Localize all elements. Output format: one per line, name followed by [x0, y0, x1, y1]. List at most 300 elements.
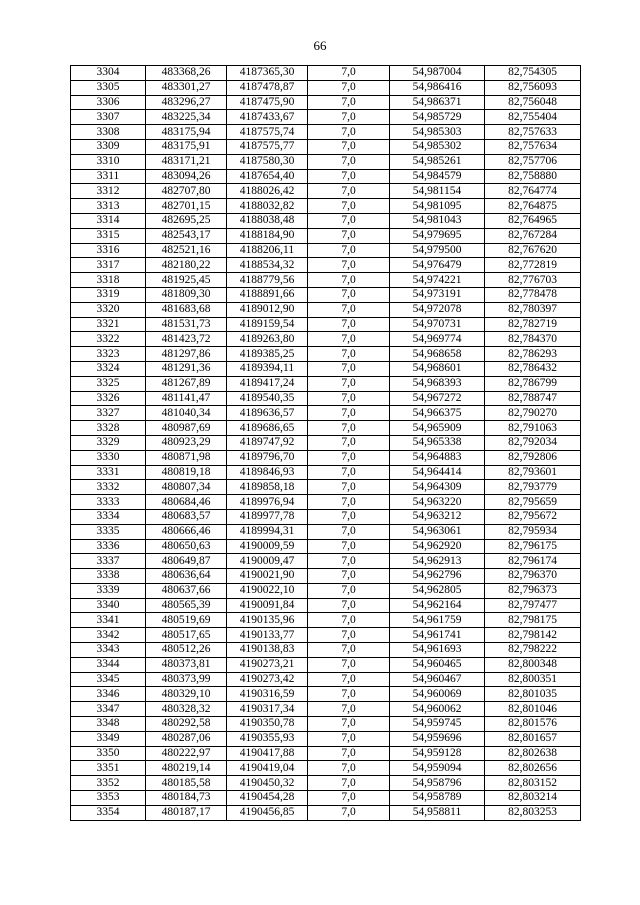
- table-row: [71, 243, 581, 258]
- latitude-cell: 54,963212: [390, 509, 485, 524]
- latitude-cell: 54,961759: [390, 613, 485, 628]
- point-number-cell: 3346: [71, 687, 146, 702]
- table-row: [71, 495, 581, 510]
- table-row: [71, 80, 581, 95]
- value-cell: 7,0: [308, 435, 390, 450]
- point-number-cell: 3342: [71, 628, 146, 643]
- value-cell: 7,0: [308, 717, 390, 732]
- y-coordinate-cell: 4189012,90: [227, 302, 308, 317]
- latitude-cell: 54,962805: [390, 583, 485, 598]
- table-row: [71, 480, 581, 495]
- table-row: [71, 406, 581, 421]
- latitude-cell: 54,972078: [390, 302, 485, 317]
- value-cell: 7,0: [308, 213, 390, 228]
- point-number-cell: 3347: [71, 702, 146, 717]
- table-row: [71, 287, 581, 302]
- longitude-cell: 82,793601: [485, 465, 581, 480]
- y-coordinate-cell: 4190316,59: [227, 687, 308, 702]
- x-coordinate-cell: 482180,22: [146, 258, 227, 273]
- longitude-cell: 82,757634: [485, 139, 581, 154]
- latitude-cell: 54,968601: [390, 361, 485, 376]
- latitude-cell: 54,965338: [390, 435, 485, 450]
- y-coordinate-cell: 4187575,74: [227, 125, 308, 140]
- value-cell: 7,0: [308, 657, 390, 672]
- point-number-cell: 3318: [71, 273, 146, 288]
- y-coordinate-cell: 4188891,66: [227, 287, 308, 302]
- longitude-cell: 82,797477: [485, 598, 581, 613]
- page-number: 66: [313, 38, 327, 53]
- value-cell: 7,0: [308, 95, 390, 110]
- value-cell: 7,0: [308, 569, 390, 584]
- value-cell: 7,0: [308, 154, 390, 169]
- value-cell: 7,0: [308, 302, 390, 317]
- point-number-cell: 3309: [71, 139, 146, 154]
- longitude-cell: 82,788747: [485, 391, 581, 406]
- latitude-cell: 54,968658: [390, 347, 485, 362]
- table-row: [71, 539, 581, 554]
- y-coordinate-cell: 4190021,90: [227, 569, 308, 584]
- point-number-cell: 3314: [71, 213, 146, 228]
- latitude-cell: 54,959696: [390, 731, 485, 746]
- point-number-cell: 3348: [71, 717, 146, 732]
- table-row: [71, 761, 581, 776]
- point-number-cell: 3343: [71, 643, 146, 658]
- longitude-cell: 82,756048: [485, 95, 581, 110]
- point-number-cell: 3333: [71, 495, 146, 510]
- latitude-cell: 54,961741: [390, 628, 485, 643]
- longitude-cell: 82,767284: [485, 228, 581, 243]
- x-coordinate-cell: 480328,32: [146, 702, 227, 717]
- table-row: [71, 450, 581, 465]
- latitude-cell: 54,970731: [390, 317, 485, 332]
- y-coordinate-cell: 4188184,90: [227, 228, 308, 243]
- longitude-cell: 82,778478: [485, 287, 581, 302]
- y-coordinate-cell: 4188534,32: [227, 258, 308, 273]
- latitude-cell: 54,976479: [390, 258, 485, 273]
- point-number-cell: 3338: [71, 569, 146, 584]
- latitude-cell: 54,985303: [390, 125, 485, 140]
- table-row: [71, 776, 581, 791]
- latitude-cell: 54,958811: [390, 805, 485, 820]
- longitude-cell: 82,754305: [485, 66, 581, 81]
- point-number-cell: 3319: [71, 287, 146, 302]
- point-number-cell: 3351: [71, 761, 146, 776]
- longitude-cell: 82,796373: [485, 583, 581, 598]
- table-row: [71, 509, 581, 524]
- point-number-cell: 3341: [71, 613, 146, 628]
- point-number-cell: 3330: [71, 450, 146, 465]
- value-cell: 7,0: [308, 258, 390, 273]
- y-coordinate-cell: 4189846,93: [227, 465, 308, 480]
- x-coordinate-cell: 480287,06: [146, 731, 227, 746]
- x-coordinate-cell: 480637,66: [146, 583, 227, 598]
- value-cell: 7,0: [308, 613, 390, 628]
- table-row: [71, 746, 581, 761]
- value-cell: 7,0: [308, 228, 390, 243]
- latitude-cell: 54,965909: [390, 421, 485, 436]
- longitude-cell: 82,800351: [485, 672, 581, 687]
- x-coordinate-cell: 481809,30: [146, 287, 227, 302]
- x-coordinate-cell: 480222,97: [146, 746, 227, 761]
- y-coordinate-cell: 4187478,87: [227, 80, 308, 95]
- table-row: [71, 598, 581, 613]
- latitude-cell: 54,960069: [390, 687, 485, 702]
- table-row: [71, 465, 581, 480]
- x-coordinate-cell: 480219,14: [146, 761, 227, 776]
- table-row: [71, 391, 581, 406]
- value-cell: 7,0: [308, 628, 390, 643]
- longitude-cell: 82,755404: [485, 110, 581, 125]
- x-coordinate-cell: 480373,99: [146, 672, 227, 687]
- x-coordinate-cell: 480649,87: [146, 554, 227, 569]
- y-coordinate-cell: 4190138,83: [227, 643, 308, 658]
- table-row: [71, 805, 581, 820]
- y-coordinate-cell: 4187433,67: [227, 110, 308, 125]
- y-coordinate-cell: 4188038,48: [227, 213, 308, 228]
- latitude-cell: 54,981095: [390, 199, 485, 214]
- table-row: [71, 184, 581, 199]
- value-cell: 7,0: [308, 317, 390, 332]
- value-cell: 7,0: [308, 524, 390, 539]
- y-coordinate-cell: 4187575,77: [227, 139, 308, 154]
- value-cell: 7,0: [308, 406, 390, 421]
- y-coordinate-cell: 4190022,10: [227, 583, 308, 598]
- x-coordinate-cell: 480871,98: [146, 450, 227, 465]
- y-coordinate-cell: 4190273,42: [227, 672, 308, 687]
- table-row: [71, 317, 581, 332]
- y-coordinate-cell: 4188026,42: [227, 184, 308, 199]
- latitude-cell: 54,967272: [390, 391, 485, 406]
- value-cell: 7,0: [308, 376, 390, 391]
- table-row: [71, 139, 581, 154]
- table-row: [71, 199, 581, 214]
- value-cell: 7,0: [308, 598, 390, 613]
- y-coordinate-cell: 4190135,96: [227, 613, 308, 628]
- point-number-cell: 3337: [71, 554, 146, 569]
- longitude-cell: 82,798142: [485, 628, 581, 643]
- point-number-cell: 3326: [71, 391, 146, 406]
- longitude-cell: 82,802656: [485, 761, 581, 776]
- longitude-cell: 82,800348: [485, 657, 581, 672]
- point-number-cell: 3340: [71, 598, 146, 613]
- table-row: [71, 569, 581, 584]
- x-coordinate-cell: 480987,69: [146, 421, 227, 436]
- x-coordinate-cell: 480684,46: [146, 495, 227, 510]
- latitude-cell: 54,986416: [390, 80, 485, 95]
- y-coordinate-cell: 4190450,32: [227, 776, 308, 791]
- value-cell: 7,0: [308, 746, 390, 761]
- longitude-cell: 82,757706: [485, 154, 581, 169]
- x-coordinate-cell: 480565,39: [146, 598, 227, 613]
- table-row: [71, 717, 581, 732]
- value-cell: 7,0: [308, 731, 390, 746]
- point-number-cell: 3322: [71, 332, 146, 347]
- point-number-cell: 3321: [71, 317, 146, 332]
- point-number-cell: 3317: [71, 258, 146, 273]
- x-coordinate-cell: 482543,17: [146, 228, 227, 243]
- longitude-cell: 82,796175: [485, 539, 581, 554]
- x-coordinate-cell: 481141,47: [146, 391, 227, 406]
- table-row: [71, 125, 581, 140]
- y-coordinate-cell: 4190355,93: [227, 731, 308, 746]
- x-coordinate-cell: 480519,69: [146, 613, 227, 628]
- x-coordinate-cell: 481297,86: [146, 347, 227, 362]
- point-number-cell: 3334: [71, 509, 146, 524]
- y-coordinate-cell: 4189159,54: [227, 317, 308, 332]
- y-coordinate-cell: 4190419,04: [227, 761, 308, 776]
- latitude-cell: 54,963220: [390, 495, 485, 510]
- longitude-cell: 82,756093: [485, 80, 581, 95]
- latitude-cell: 54,962164: [390, 598, 485, 613]
- x-coordinate-cell: 483175,94: [146, 125, 227, 140]
- longitude-cell: 82,758880: [485, 169, 581, 184]
- latitude-cell: 54,986371: [390, 95, 485, 110]
- x-coordinate-cell: 483175,91: [146, 139, 227, 154]
- x-coordinate-cell: 482695,25: [146, 213, 227, 228]
- latitude-cell: 54,969774: [390, 332, 485, 347]
- longitude-cell: 82,780397: [485, 302, 581, 317]
- longitude-cell: 82,790270: [485, 406, 581, 421]
- x-coordinate-cell: 481291,36: [146, 361, 227, 376]
- x-coordinate-cell: 481423,72: [146, 332, 227, 347]
- value-cell: 7,0: [308, 347, 390, 362]
- y-coordinate-cell: 4189540,35: [227, 391, 308, 406]
- value-cell: 7,0: [308, 554, 390, 569]
- x-coordinate-cell: 480819,18: [146, 465, 227, 480]
- latitude-cell: 54,960467: [390, 672, 485, 687]
- point-number-cell: 3345: [71, 672, 146, 687]
- y-coordinate-cell: 4188032,82: [227, 199, 308, 214]
- latitude-cell: 54,962920: [390, 539, 485, 554]
- table-row: [71, 228, 581, 243]
- latitude-cell: 54,964309: [390, 480, 485, 495]
- table-row: [71, 361, 581, 376]
- value-cell: 7,0: [308, 805, 390, 820]
- table-row: [71, 628, 581, 643]
- longitude-cell: 82,796370: [485, 569, 581, 584]
- point-number-cell: 3353: [71, 791, 146, 806]
- x-coordinate-cell: 482707,80: [146, 184, 227, 199]
- value-cell: 7,0: [308, 421, 390, 436]
- y-coordinate-cell: 4190091,84: [227, 598, 308, 613]
- value-cell: 7,0: [308, 495, 390, 510]
- latitude-cell: 54,958789: [390, 791, 485, 806]
- longitude-cell: 82,795659: [485, 495, 581, 510]
- longitude-cell: 82,786799: [485, 376, 581, 391]
- point-number-cell: 3312: [71, 184, 146, 199]
- point-number-cell: 3332: [71, 480, 146, 495]
- point-number-cell: 3313: [71, 199, 146, 214]
- table-row: [71, 169, 581, 184]
- point-number-cell: 3349: [71, 731, 146, 746]
- value-cell: 7,0: [308, 110, 390, 125]
- table-row: [71, 332, 581, 347]
- longitude-cell: 82,801046: [485, 702, 581, 717]
- latitude-cell: 54,973191: [390, 287, 485, 302]
- table-row: [71, 702, 581, 717]
- y-coordinate-cell: 4190009,59: [227, 539, 308, 554]
- y-coordinate-cell: 4190417,88: [227, 746, 308, 761]
- latitude-cell: 54,962796: [390, 569, 485, 584]
- table-row: [71, 421, 581, 436]
- table-row: [71, 376, 581, 391]
- latitude-cell: 54,964414: [390, 465, 485, 480]
- latitude-cell: 54,958796: [390, 776, 485, 791]
- table-row: [71, 672, 581, 687]
- x-coordinate-cell: 480807,34: [146, 480, 227, 495]
- point-number-cell: 3320: [71, 302, 146, 317]
- y-coordinate-cell: 4189417,24: [227, 376, 308, 391]
- x-coordinate-cell: 480512,26: [146, 643, 227, 658]
- y-coordinate-cell: 4189385,25: [227, 347, 308, 362]
- table-row: [71, 347, 581, 362]
- point-number-cell: 3324: [71, 361, 146, 376]
- latitude-cell: 54,966375: [390, 406, 485, 421]
- x-coordinate-cell: 480650,63: [146, 539, 227, 554]
- y-coordinate-cell: 4189976,94: [227, 495, 308, 510]
- longitude-cell: 82,772819: [485, 258, 581, 273]
- point-number-cell: 3311: [71, 169, 146, 184]
- value-cell: 7,0: [308, 465, 390, 480]
- value-cell: 7,0: [308, 66, 390, 81]
- value-cell: 7,0: [308, 391, 390, 406]
- longitude-cell: 82,782719: [485, 317, 581, 332]
- latitude-cell: 54,959094: [390, 761, 485, 776]
- value-cell: 7,0: [308, 687, 390, 702]
- latitude-cell: 54,961693: [390, 643, 485, 658]
- latitude-cell: 54,984579: [390, 169, 485, 184]
- point-number-cell: 3325: [71, 376, 146, 391]
- x-coordinate-cell: 483368,26: [146, 66, 227, 81]
- point-number-cell: 3335: [71, 524, 146, 539]
- x-coordinate-cell: 483094,26: [146, 169, 227, 184]
- latitude-cell: 54,960062: [390, 702, 485, 717]
- longitude-cell: 82,802638: [485, 746, 581, 761]
- value-cell: 7,0: [308, 761, 390, 776]
- value-cell: 7,0: [308, 169, 390, 184]
- longitude-cell: 82,757633: [485, 125, 581, 140]
- y-coordinate-cell: 4190273,21: [227, 657, 308, 672]
- point-number-cell: 3307: [71, 110, 146, 125]
- latitude-cell: 54,974221: [390, 273, 485, 288]
- table-row: [71, 731, 581, 746]
- longitude-cell: 82,803152: [485, 776, 581, 791]
- latitude-cell: 54,964883: [390, 450, 485, 465]
- x-coordinate-cell: 480517,65: [146, 628, 227, 643]
- point-number-cell: 3305: [71, 80, 146, 95]
- value-cell: 7,0: [308, 139, 390, 154]
- y-coordinate-cell: 4189394,11: [227, 361, 308, 376]
- longitude-cell: 82,791063: [485, 421, 581, 436]
- y-coordinate-cell: 4189796,70: [227, 450, 308, 465]
- point-number-cell: 3354: [71, 805, 146, 820]
- latitude-cell: 54,979695: [390, 228, 485, 243]
- longitude-cell: 82,798222: [485, 643, 581, 658]
- coordinates-table-body: [71, 66, 581, 821]
- value-cell: 7,0: [308, 243, 390, 258]
- y-coordinate-cell: 4187475,90: [227, 95, 308, 110]
- value-cell: 7,0: [308, 125, 390, 140]
- value-cell: 7,0: [308, 643, 390, 658]
- latitude-cell: 54,959128: [390, 746, 485, 761]
- latitude-cell: 54,987004: [390, 66, 485, 81]
- x-coordinate-cell: 480636,64: [146, 569, 227, 584]
- y-coordinate-cell: 4189686,65: [227, 421, 308, 436]
- latitude-cell: 54,959745: [390, 717, 485, 732]
- latitude-cell: 54,985302: [390, 139, 485, 154]
- y-coordinate-cell: 4190456,85: [227, 805, 308, 820]
- longitude-cell: 82,795672: [485, 509, 581, 524]
- value-cell: 7,0: [308, 672, 390, 687]
- value-cell: 7,0: [308, 332, 390, 347]
- table-row: [71, 273, 581, 288]
- point-number-cell: 3323: [71, 347, 146, 362]
- table-row: [71, 66, 581, 81]
- y-coordinate-cell: 4187654,40: [227, 169, 308, 184]
- table-row: [71, 258, 581, 273]
- y-coordinate-cell: 4190133,77: [227, 628, 308, 643]
- latitude-cell: 54,979500: [390, 243, 485, 258]
- longitude-cell: 82,803214: [485, 791, 581, 806]
- value-cell: 7,0: [308, 539, 390, 554]
- table-row: [71, 657, 581, 672]
- point-number-cell: 3308: [71, 125, 146, 140]
- latitude-cell: 54,985261: [390, 154, 485, 169]
- point-number-cell: 3304: [71, 66, 146, 81]
- y-coordinate-cell: 4188206,11: [227, 243, 308, 258]
- latitude-cell: 54,960465: [390, 657, 485, 672]
- table-row: [71, 791, 581, 806]
- y-coordinate-cell: 4189747,92: [227, 435, 308, 450]
- value-cell: 7,0: [308, 273, 390, 288]
- point-number-cell: 3329: [71, 435, 146, 450]
- x-coordinate-cell: 481683,68: [146, 302, 227, 317]
- value-cell: 7,0: [308, 583, 390, 598]
- value-cell: 7,0: [308, 509, 390, 524]
- longitude-cell: 82,784370: [485, 332, 581, 347]
- x-coordinate-cell: 481531,73: [146, 317, 227, 332]
- longitude-cell: 82,792806: [485, 450, 581, 465]
- x-coordinate-cell: 480292,58: [146, 717, 227, 732]
- longitude-cell: 82,796174: [485, 554, 581, 569]
- value-cell: 7,0: [308, 361, 390, 376]
- longitude-cell: 82,786432: [485, 361, 581, 376]
- y-coordinate-cell: 4190350,78: [227, 717, 308, 732]
- table-row: [71, 435, 581, 450]
- point-number-cell: 3315: [71, 228, 146, 243]
- longitude-cell: 82,764965: [485, 213, 581, 228]
- x-coordinate-cell: 480329,10: [146, 687, 227, 702]
- x-coordinate-cell: 480373,81: [146, 657, 227, 672]
- y-coordinate-cell: 4188779,56: [227, 273, 308, 288]
- table-row: [71, 643, 581, 658]
- point-number-cell: 3328: [71, 421, 146, 436]
- x-coordinate-cell: 483296,27: [146, 95, 227, 110]
- x-coordinate-cell: 480187,17: [146, 805, 227, 820]
- value-cell: 7,0: [308, 791, 390, 806]
- x-coordinate-cell: 480666,46: [146, 524, 227, 539]
- value-cell: 7,0: [308, 287, 390, 302]
- x-coordinate-cell: 480923,29: [146, 435, 227, 450]
- longitude-cell: 82,767620: [485, 243, 581, 258]
- latitude-cell: 54,968393: [390, 376, 485, 391]
- table-row: [71, 95, 581, 110]
- point-number-cell: 3327: [71, 406, 146, 421]
- y-coordinate-cell: 4190317,34: [227, 702, 308, 717]
- longitude-cell: 82,764774: [485, 184, 581, 199]
- coordinates-table: [70, 65, 581, 821]
- table-row: [71, 687, 581, 702]
